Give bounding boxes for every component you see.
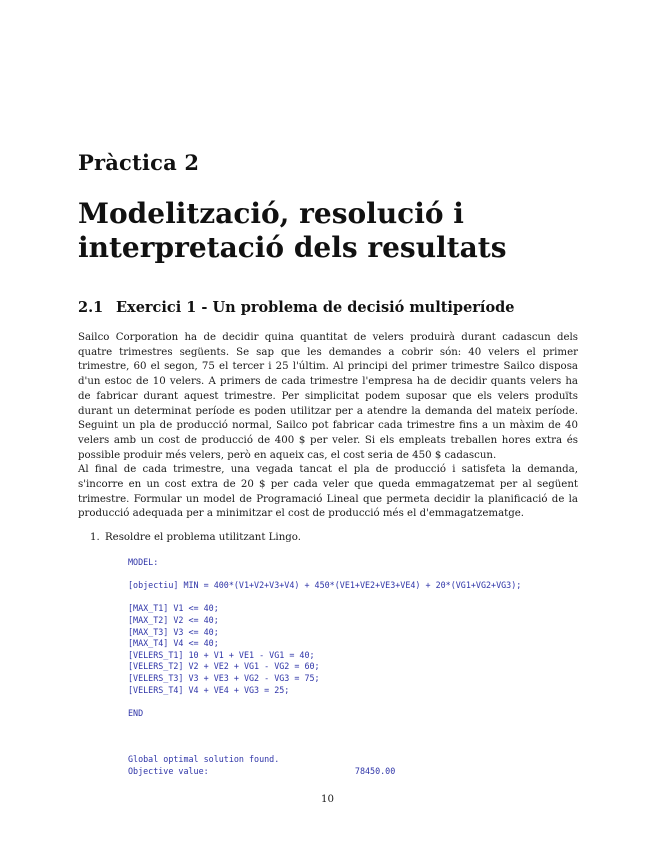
code-line <box>128 731 588 743</box>
code-line <box>128 569 588 581</box>
chapter-label: Pràctica 2 <box>78 150 200 175</box>
paragraph: Sailco Corporation ha de decidir quina quantitat de velers produirà durant cadascun dels quatre trimestres següents. Se sap que les demandes a cobrir són: 40 velers el primer trimestre, 60 el segon, 75 el tercer i 25 l'últim. Al principi del primer trimestre Sailco disposa d'un estoc de 10 velers. A primers de cada trimestre l'empresa ha de decidir quants velers ha de fabricar durant aquest trimestre. Per simplicitat podem suposar que els velers produïts durant un determinat període es poden utilitzar per a atendre la demanda del mateix període. Seguint un pla de producció normal, Sailco pot fabricar cada trimestre fins a un màxim de 40 velers amb un cost de producció de 400 $ per veler. Si els empleats treballen hores extra és possible produir més velers, però en aqueix cas, el cost seria de 450 $ cadascun. <box>78 332 578 461</box>
list-item <box>90 531 570 545</box>
section-heading <box>78 299 514 316</box>
code-line: [MAX_T2] V2 <= 40; <box>128 614 219 625</box>
code-line <box>128 592 588 604</box>
code-line: END <box>128 707 144 718</box>
page-number: 10 <box>321 794 334 805</box>
paragraph: Al final de cada trimestre, una vegada tancat el pla de producció i satisfeta la demanda, s'incorre en un cost extra de 20 $ per cada veler que queda emmagatzemat per al següent trimestre. Formular un model de Programació Lineal que permeta decidir la planificació de la producció adequada per a minimitzar el cost de producció més el d'emmagatzematge. <box>78 464 578 520</box>
chapter-title: Modelització, resolució i interpretació dels resultats <box>78 197 507 264</box>
code-block <box>128 557 588 777</box>
section-number: 2.1 <box>78 299 104 316</box>
code-line: [VELERS_T2] V2 + VE2 + VG1 - VG2 = 60; <box>128 661 320 672</box>
code-line: [VELERS_T1] 10 + V1 + VE1 - VG1 = 40; <box>128 649 315 660</box>
code-line: [MAX_T1] V1 <= 40; <box>128 603 219 614</box>
code-line: [MAX_T3] V3 <= 40; <box>128 626 219 637</box>
list-item-number: 1. <box>90 532 100 543</box>
list-item-text: Resoldre el problema utilitzant Lingo. <box>105 532 301 543</box>
section-title: Exercici 1 - Un problema de decisió multiperíode <box>116 299 515 316</box>
code-line: MODEL: <box>128 557 159 567</box>
code-line <box>128 696 588 708</box>
code-line: [MAX_T4] V4 <= 40; <box>128 638 219 649</box>
code-line: [objectiu] MIN = 400*(V1+V2+V3+V4) + 450*(VE1+VE2+VE3+VE4) + 20*(VG1+VG2+VG3); <box>128 580 522 591</box>
code-line: [VELERS_T3] V3 + VE3 + VG2 - VG3 = 75; <box>128 672 320 683</box>
code-line: Global optimal solution found. <box>128 754 280 765</box>
body-text <box>78 331 578 522</box>
code-line: [VELERS_T4] V4 + VE4 + VG3 = 25; <box>128 684 290 695</box>
code-line: Objective value: 78450.00 <box>128 765 396 776</box>
code-line <box>128 719 588 731</box>
code-line <box>128 743 588 755</box>
